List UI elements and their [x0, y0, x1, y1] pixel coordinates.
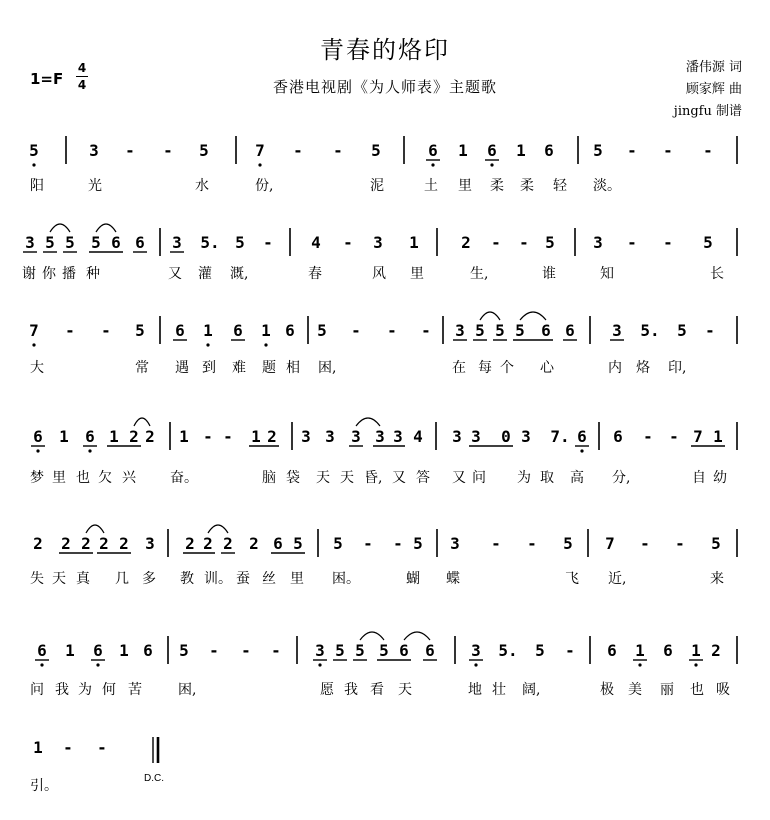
note: 6 [663, 641, 673, 660]
note: 5 [199, 141, 209, 160]
note: 3 [89, 141, 99, 160]
lyric-syllable: 失 [30, 571, 44, 587]
lyric-syllable: 脑 [262, 470, 276, 486]
slur [96, 224, 116, 232]
note: 2 [99, 534, 109, 553]
note: 2 [33, 534, 43, 553]
note: 5 [91, 233, 101, 252]
note-extension: - [527, 534, 537, 553]
note-extension: - [491, 534, 501, 553]
note: 6 [544, 141, 554, 160]
lyric-syllable: 题 [262, 360, 276, 376]
lyric-syllable: 困。 [332, 571, 360, 587]
lyric-syllable: 来 [710, 571, 724, 587]
note: 2 [81, 534, 91, 553]
lyric-syllable: 困, [178, 682, 197, 698]
note: 3 [375, 427, 385, 446]
note: 6 [399, 641, 409, 660]
lyric-syllable: 天 [52, 571, 66, 587]
note: 2 [461, 233, 471, 252]
lyric-syllable: 里 [290, 571, 304, 587]
note: 2 [145, 427, 155, 446]
low-octave-dot [580, 449, 583, 452]
note: 6 [37, 641, 47, 660]
composer-credit: 顾家辉 曲 [685, 82, 742, 97]
note-extension: - [643, 427, 653, 446]
low-octave-dot [474, 663, 477, 666]
lyric-syllable: 水 [195, 178, 209, 194]
low-octave-dot [88, 449, 91, 452]
lyric-syllable: 看 [370, 682, 384, 698]
slur [520, 312, 546, 320]
lyric-syllable: 到 [202, 360, 216, 376]
lyric-syllable: 里 [52, 470, 66, 486]
lyric-syllable: 难 [232, 360, 246, 376]
note: 5. [498, 641, 518, 660]
note: 6 [541, 321, 551, 340]
lyric-syllable: 我 [55, 682, 69, 698]
lyric-syllable: 引。 [30, 778, 58, 794]
lyric-syllable: 高 [570, 470, 584, 486]
lyric-syllable: 教 [180, 571, 194, 587]
note-extension: - [393, 534, 403, 553]
note: 1 [635, 641, 645, 660]
note: 5 [413, 534, 423, 553]
note: 5 [65, 233, 75, 252]
lyric-syllable: 自 [692, 470, 706, 486]
note: 6 [175, 321, 185, 340]
note: 5 [677, 321, 687, 340]
note: 6 [577, 427, 587, 446]
note: 1 [109, 427, 119, 446]
lyric-syllable: 播 [62, 266, 76, 282]
time-signature-bottom: 4 [77, 78, 87, 92]
note-extension: - [705, 321, 715, 340]
slur [134, 418, 150, 426]
note-extension: - [351, 321, 361, 340]
lyric-syllable: 泥 [370, 178, 384, 194]
note-extension: - [293, 141, 303, 160]
low-octave-dot [32, 163, 35, 166]
note: 3 [452, 427, 462, 446]
lyric-syllable: 蝴 [406, 571, 420, 587]
lyric-syllable: 多 [142, 571, 156, 587]
lyric-syllable: 印, [668, 360, 687, 376]
lyric-syllable: 袋 [286, 470, 300, 486]
time-signature-top: 4 [77, 61, 87, 75]
note: 5 [371, 141, 381, 160]
low-octave-dot [431, 163, 434, 166]
low-octave-dot [638, 663, 641, 666]
note: 6 [85, 427, 95, 446]
low-octave-dot [96, 663, 99, 666]
note: 2 [185, 534, 195, 553]
lyric-syllable: 谁 [542, 266, 556, 282]
low-octave-dot [264, 343, 267, 346]
lyric-syllable: 训。 [204, 571, 232, 587]
song-subtitle: 香港电视剧《为人师表》主题歌 [272, 78, 497, 96]
note-extension: - [209, 641, 219, 660]
note: 5. [200, 233, 220, 252]
low-octave-dot [36, 449, 39, 452]
note: 2 [119, 534, 129, 553]
da-capo-mark: D.C. [144, 773, 164, 784]
note: 1 [65, 641, 75, 660]
lyric-syllable: 柔 [490, 178, 504, 194]
lyric-syllable: 又 [168, 266, 182, 282]
lyric-syllable: 壮 [492, 682, 506, 698]
lyric-syllable: 长 [710, 266, 724, 282]
lyric-syllable: 为 [78, 682, 92, 698]
note: 5 [535, 641, 545, 660]
note: 1 [261, 321, 271, 340]
note: 2 [711, 641, 721, 660]
lyric-syllable: 春 [308, 266, 322, 282]
note: 5 [475, 321, 485, 340]
note: 6 [233, 321, 243, 340]
note: 3 [521, 427, 531, 446]
note: 2 [129, 427, 139, 446]
lyric-syllable: 阔, [522, 682, 541, 698]
lyric-syllable: 风 [372, 266, 386, 282]
lyric-syllable: 兴 [122, 470, 136, 486]
note: 5 [235, 233, 245, 252]
lyric-syllable: 生, [470, 266, 489, 282]
note: 5. [640, 321, 660, 340]
note: 6 [607, 641, 617, 660]
lyric-syllable: 谢 [22, 266, 36, 282]
low-octave-dot [694, 663, 697, 666]
lyric-syllable: 何 [102, 682, 116, 698]
lyric-syllable: 光 [88, 178, 102, 194]
lyric-syllable: 真 [76, 571, 90, 587]
note: 1 [713, 427, 723, 446]
note-extension: - [203, 427, 213, 446]
note-extension: - [627, 141, 637, 160]
lyric-syllable: 土 [424, 178, 438, 194]
note: 4 [311, 233, 321, 252]
note: 5 [593, 141, 603, 160]
note: 6 [135, 233, 145, 252]
note-extension: - [363, 534, 373, 553]
lyric-syllable: 每 [478, 360, 492, 376]
note: 2 [267, 427, 277, 446]
lyric-syllable: 烙 [636, 360, 650, 376]
note: 3 [315, 641, 325, 660]
note: 6 [487, 141, 497, 160]
note: 5 [515, 321, 525, 340]
note: 6 [33, 427, 43, 446]
note: 6 [111, 233, 121, 252]
lyric-syllable: 内 [608, 360, 622, 376]
lyric-syllable: 遇 [175, 360, 189, 376]
song-title: 青春的烙印 [320, 36, 450, 64]
lyric-syllable: 又 [392, 470, 406, 486]
note: 5 [333, 534, 343, 553]
note-extension: - [565, 641, 575, 660]
note: 1 [59, 427, 69, 446]
note-extension: - [703, 141, 713, 160]
note: 7 [693, 427, 703, 446]
lyric-syllable: 份, [255, 178, 274, 194]
note-extension: - [627, 233, 637, 252]
note: 5 [179, 641, 189, 660]
note-extension: - [241, 641, 251, 660]
lyric-syllable: 极 [600, 682, 614, 698]
lyric-syllable: 柔 [520, 178, 534, 194]
lyric-syllable: 蝶 [446, 571, 460, 587]
slur [404, 632, 430, 640]
lyric-syllable: 大 [30, 360, 44, 376]
note: 1 [458, 141, 468, 160]
note: 3 [145, 534, 155, 553]
note: 5 [317, 321, 327, 340]
lyric-syllable: 相 [286, 360, 300, 376]
lyric-syllable: 问 [472, 470, 486, 486]
lyric-syllable: 蚕 [236, 571, 250, 587]
lyric-syllable: 我 [344, 682, 358, 698]
lyric-syllable: 丽 [660, 682, 674, 698]
lyric-syllable: 几 [115, 571, 129, 587]
note: 6 [285, 321, 295, 340]
lyric-syllable: 知 [600, 266, 614, 282]
note: 3 [172, 233, 182, 252]
note: 5 [135, 321, 145, 340]
lyric-syllable: 阳 [30, 178, 44, 194]
lyric-syllable: 也 [76, 470, 90, 486]
lyric-syllable: 天 [316, 470, 330, 486]
lyric-syllable: 地 [468, 682, 482, 698]
transcriber-credit: jingfu 制谱 [673, 104, 742, 119]
note-extension: - [675, 534, 685, 553]
low-octave-dot [32, 343, 35, 346]
note-extension: - [63, 738, 73, 757]
slur [208, 525, 228, 533]
note: 5 [29, 141, 39, 160]
note: 3 [25, 233, 35, 252]
note-extension: - [263, 233, 273, 252]
note: 5 [379, 641, 389, 660]
lyric-syllable: 幼 [713, 470, 727, 486]
note-extension: - [663, 141, 673, 160]
note: 3 [325, 427, 335, 446]
note: 7 [605, 534, 615, 553]
note-extension: - [663, 233, 673, 252]
lyric-syllable: 愿 [320, 682, 334, 698]
note: 6 [93, 641, 103, 660]
note-extension: - [343, 233, 353, 252]
note: 3 [301, 427, 311, 446]
note-extension: - [333, 141, 343, 160]
note: 5 [495, 321, 505, 340]
note: 1 [516, 141, 526, 160]
note: 6 [425, 641, 435, 660]
note: 3 [450, 534, 460, 553]
note: 5 [45, 233, 55, 252]
lyricist-credit: 潘伟源 词 [685, 60, 742, 75]
low-octave-dot [40, 663, 43, 666]
lyric-syllable: 近, [608, 571, 627, 587]
lyric-syllable: 奋。 [170, 470, 198, 486]
lyric-syllable: 溉, [230, 266, 249, 282]
lyric-syllable: 为 [517, 470, 531, 486]
lyric-syllable: 问 [30, 682, 44, 698]
note-extension: - [421, 321, 431, 340]
note: 4 [413, 427, 423, 446]
lyric-syllable: 天 [398, 682, 412, 698]
lyric-syllable: 也 [690, 682, 704, 698]
note: 5 [703, 233, 713, 252]
slur [356, 418, 380, 426]
low-octave-dot [206, 343, 209, 346]
slur [50, 224, 70, 232]
note: 2 [249, 534, 259, 553]
note: 3 [351, 427, 361, 446]
note: 1 [203, 321, 213, 340]
note: 7. [550, 427, 570, 446]
note: 6 [565, 321, 575, 340]
note: 1 [119, 641, 129, 660]
note: 3 [471, 427, 481, 446]
lyric-syllable: 种 [86, 266, 100, 282]
note: 6 [143, 641, 153, 660]
note-extension: - [101, 321, 111, 340]
lyric-syllable: 轻 [553, 178, 567, 194]
note: 3 [393, 427, 403, 446]
note-extension: - [65, 321, 75, 340]
lyric-syllable: 欠 [98, 470, 112, 486]
note-extension: - [97, 738, 107, 757]
note: 1 [409, 233, 419, 252]
lyric-syllable: 丝 [262, 571, 276, 587]
note: 6 [273, 534, 283, 553]
lyric-syllable: 苦 [128, 682, 142, 698]
lyric-syllable: 取 [540, 470, 554, 486]
note: 5 [355, 641, 365, 660]
note: 3 [593, 233, 603, 252]
slur [360, 632, 384, 640]
note-extension: - [223, 427, 233, 446]
lyric-syllable: 天 [340, 470, 354, 486]
note: 1 [251, 427, 261, 446]
note: 1 [179, 427, 189, 446]
lyric-syllable: 灌 [198, 266, 212, 282]
note-extension: - [271, 641, 281, 660]
slur [480, 312, 500, 320]
lyric-syllable: 淡。 [593, 178, 621, 194]
lyric-syllable: 你 [42, 266, 56, 282]
note: 2 [61, 534, 71, 553]
low-octave-dot [318, 663, 321, 666]
lyric-syllable: 常 [135, 360, 149, 376]
note-extension: - [640, 534, 650, 553]
note: 5 [545, 233, 555, 252]
lyric-syllable: 答 [416, 470, 430, 486]
lyric-syllable: 个 [500, 360, 514, 376]
lyric-syllable: 心 [540, 360, 554, 376]
note-extension: - [491, 233, 501, 252]
note: 5 [711, 534, 721, 553]
lyric-syllable: 吸 [716, 682, 730, 698]
lyric-syllable: 里 [410, 266, 424, 282]
lyric-syllable: 美 [628, 682, 642, 698]
note-extension: - [387, 321, 397, 340]
lyric-syllable: 昏, [364, 470, 383, 486]
note: 6 [428, 141, 438, 160]
note: 1 [33, 738, 43, 757]
lyric-syllable: 梦 [30, 470, 44, 486]
note-extension: - [519, 233, 529, 252]
note: 2 [203, 534, 213, 553]
note-extension: - [669, 427, 679, 446]
note: 1 [691, 641, 701, 660]
note: 7 [29, 321, 39, 340]
note: 3 [373, 233, 383, 252]
note: 5 [293, 534, 303, 553]
lyric-syllable: 里 [458, 178, 472, 194]
lyric-syllable: 又 [452, 470, 466, 486]
note-extension: - [125, 141, 135, 160]
key-signature: 1=F [30, 70, 64, 88]
note: 0 [501, 427, 511, 446]
low-octave-dot [490, 163, 493, 166]
note: 5 [335, 641, 345, 660]
lyric-syllable: 分, [612, 470, 631, 486]
note: 7 [255, 141, 265, 160]
note: 3 [471, 641, 481, 660]
lyric-syllable: 在 [452, 360, 466, 376]
slur [86, 525, 104, 533]
note: 3 [612, 321, 622, 340]
lyric-syllable: 困, [318, 360, 337, 376]
note: 5 [563, 534, 573, 553]
note-extension: - [163, 141, 173, 160]
low-octave-dot [258, 163, 261, 166]
note: 3 [455, 321, 465, 340]
note: 6 [613, 427, 623, 446]
lyric-syllable: 飞 [565, 571, 579, 587]
note: 2 [223, 534, 233, 553]
